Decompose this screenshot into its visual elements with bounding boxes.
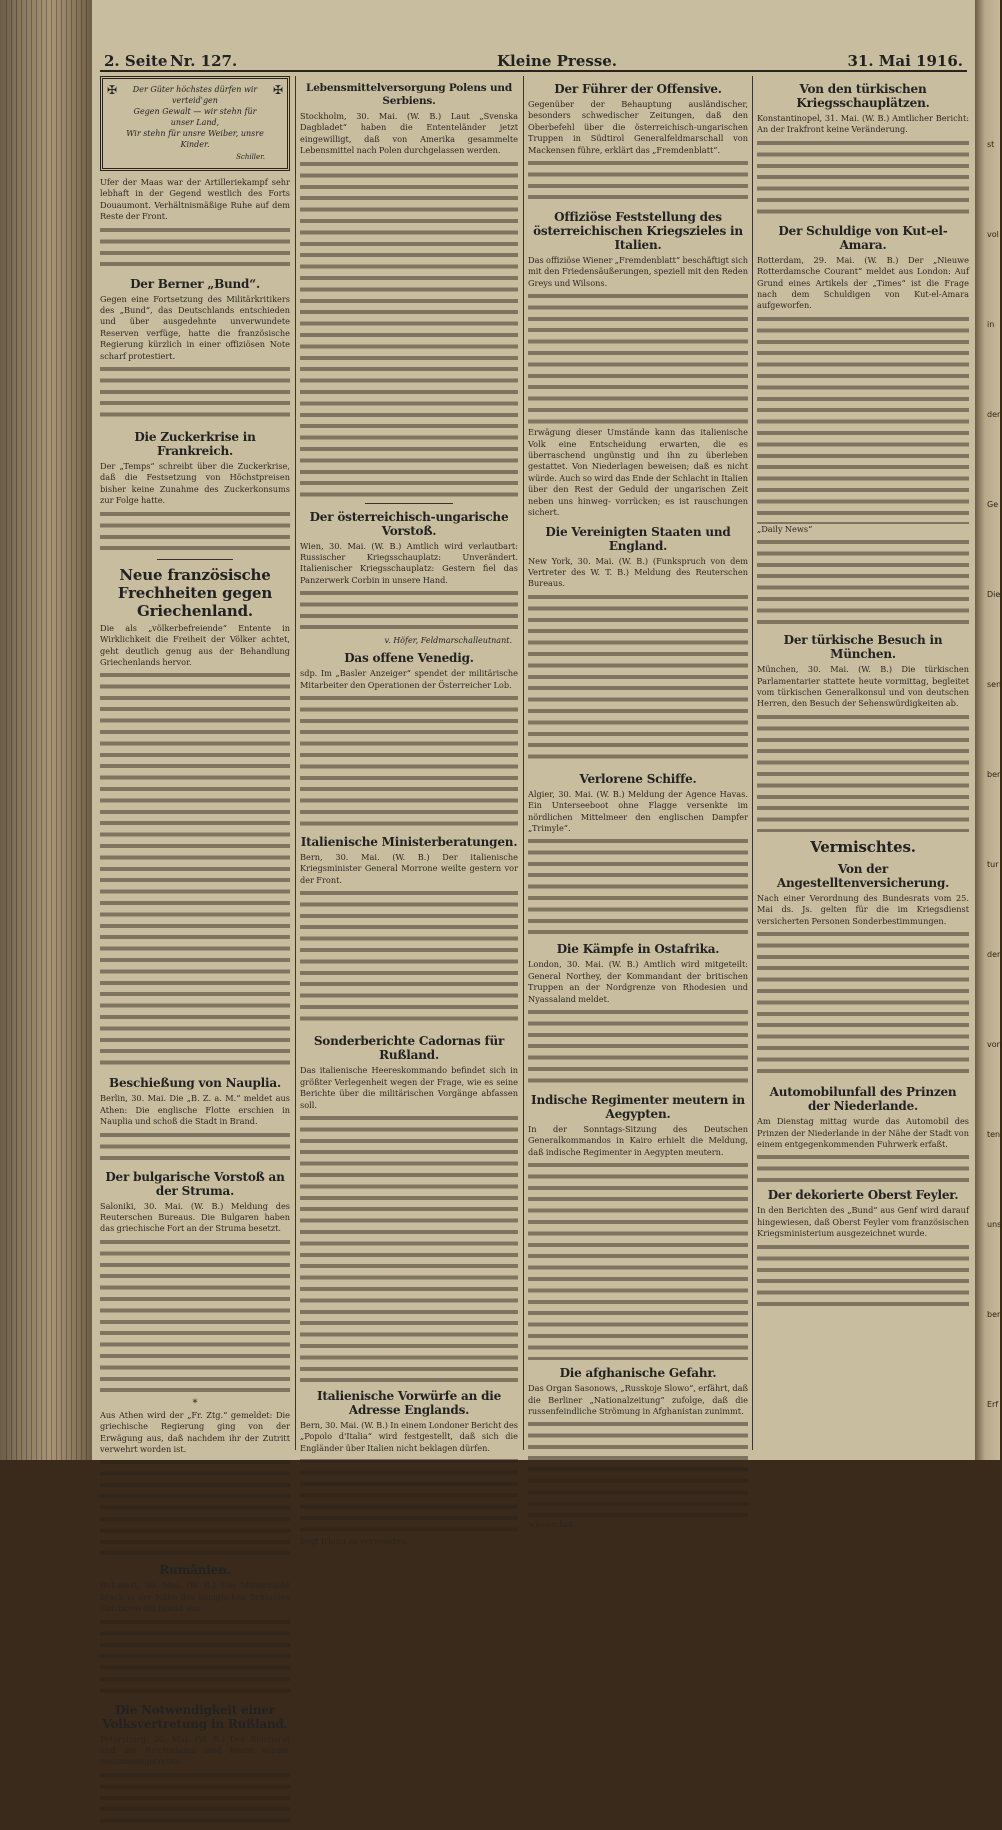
adjacent-page-edge [975, 0, 1000, 1460]
page-fragment: uns [987, 1220, 1002, 1229]
column-3 [528, 76, 748, 1530]
article-text: In den Berichten des „Bund“ aus Genf wird darauf hingewiesen, daß Oberst Feyler vom französischen Kriegsministerium ausgezeichnet wurde. [757, 1205, 969, 1239]
article-signature: v. Höfer, Feldmarschalleutnant. [384, 636, 512, 646]
text-block [757, 138, 969, 218]
column-rule [295, 76, 296, 1450]
page-fragment: Erf [987, 1400, 999, 1409]
section-divider [365, 503, 452, 504]
page-header [100, 50, 967, 72]
page-fragment: der [987, 410, 1001, 419]
article-text: Konstantinopel, 31. Mai. (W. B.) Amtlicher Bericht: An der Irakfront keine Veränderung. [757, 113, 969, 135]
text-block [300, 588, 518, 634]
article-text: Saloniki, 30. Mai. (W. B.) Meldung des Reuterschen Bureaus. Die Bulgaren haben das griechische Fort an der Struma besetzt. [100, 1200, 290, 1234]
article-text: London, 30. Mai. (W. B.) Amtlich wird mitgeteilt: General Northey, der Kommandant der britischen Truppen an der Nordgrenze von Rhodesien und Nyassaland meldet. [528, 959, 748, 1004]
text-block [528, 1007, 748, 1087]
article-text: Gegenüber der Behauptung ausländischer, besonders schwedischer Zeitungen, daß den Oberbefehl über die österreichisch-ungarischen Truppen in Südtirol Generalfeldmarschall von Mackensen führe, erklärt das „Fremdenblatt“. [528, 99, 748, 155]
headline: Lebensmittelversorgung Polens und Serbiens. [306, 82, 512, 107]
text-block [528, 158, 748, 204]
headline: Der österreichisch-ungarische Vorstoß. [309, 509, 509, 538]
article-text: Der „Temps“ schreibt über die Zuckerkrise, daß die Festsetzung von Höchstpreisen bisher keine Zunahme des Zuckerkonsums zur Folge hatte. [100, 461, 290, 506]
schiller-quote-box [100, 76, 290, 171]
text-block [528, 1419, 748, 1519]
article-text: Bukarest, 30. Mai. (W. B.) Um Mitternacht brach in der Nähe des königlichen Schlosses Cotroceni ein Brand aus. [100, 1580, 290, 1614]
headline: Die Kämpfe in Ostafrika. [556, 942, 720, 957]
headline: Der türkische Besuch in München. [783, 633, 943, 662]
article-text: wiesen hat. [528, 1519, 576, 1530]
article-text: Algier, 30. Mai. (W. B.) Meldung der Agence Havas. Ein Unterseeboot ohne Flagge versenkte im nördlichen Mittelmeer den englischen Dampfer „Trimyle“. [528, 788, 748, 833]
headline: Der dekorierte Oberst Feyler. [767, 1188, 959, 1203]
page-fragment: ber [987, 770, 1001, 779]
headline: Offiziöse Feststellung des österreichischen Kriegszieles in Italien. [533, 210, 743, 253]
article-text: Bern, 30. Mai. (W. B.) Der italienische Kriegsminister General Morrone weilte gestern vor der Front. [300, 852, 518, 885]
text-block [100, 225, 290, 271]
article-text: Das offiziöse Wiener „Fremdenblatt“ beschäftigt sich mit den Friedensäußerungen, speziell mit den Reden Greys und Wilsons. [528, 255, 748, 288]
text-block [528, 291, 748, 427]
article-text: In der Sonntags-Sitzung des Deutschen Generalkommandos in Kairo erhielt die Meldung, daß indische Regimenter in Aegypten meutern. [528, 1123, 748, 1157]
page-fragment: ber [987, 1310, 1001, 1319]
page-fragment: sen [987, 680, 1002, 689]
article-text: Berlin, 30. Mai. Die „B. Z. a. M.“ meldet aus Athen: Die englische Flotte erschien in Nauplia und schoß die Stadt in Brand. [100, 1093, 290, 1127]
headline: Die Notwendigkeit einer Volksvertretung in Rußland. [102, 1702, 288, 1731]
text-block [100, 1130, 290, 1164]
text-block [300, 693, 518, 829]
page-fragment: der [987, 950, 1001, 959]
page-fragment: vol [987, 230, 999, 239]
headline: Italienische Ministerberatungen. [300, 835, 518, 850]
article-text: Petersburg, 30. Mai. (W. B.) Der Reichsrat und die Reichsduma sind heute wieder zusammengetreten. [100, 1733, 290, 1767]
text-block [100, 670, 290, 1070]
text-block [100, 364, 290, 424]
article-text: Ufer der Maas war der Artilleriekampf sehr lebhaft in der Gegend westlich des Forts Douaumont. Verhältnismäßige Ruhe auf dem Reste der Front. [100, 177, 290, 222]
masthead-title: Kleine Presse. [497, 52, 618, 70]
ornament-icon: ✠ [272, 83, 283, 97]
text-block [300, 888, 518, 1028]
column-rule [752, 76, 753, 1450]
article-text: Bern, 30. Mai. (W. B.) In einem Londoner Bericht des „Popolo d'Italia“ wird festgestellt, daß sich die Engländer über Italien nicht beklagen dürfen. [300, 1419, 519, 1453]
issue-number: Nr. 127. [170, 52, 238, 70]
headline: Der Schuldige von Kut-el-Amara. [778, 223, 948, 252]
text-block [100, 1457, 290, 1557]
column-4 [757, 76, 969, 1456]
article-text: New York, 30. Mai. (W. B.) (Funkspruch von dem Vertreter des W. T. B.) Meldung des Reuterschen Bureaus. [528, 555, 748, 589]
article-text: liegt Irland zu verwenden. [300, 1536, 409, 1547]
headline: Die afghanische Gefahr. [559, 1366, 717, 1381]
quote-line: Der Güter höchstes dürfen wir verteid'gen [132, 85, 258, 105]
text-block [100, 509, 290, 555]
page-fragment: von [987, 1040, 1002, 1049]
page-fragment: st [987, 140, 995, 149]
headline: Rumänien. [159, 1563, 231, 1578]
asterisk-divider: * [192, 1397, 198, 1409]
page-number-label: 2. Seite [104, 52, 168, 70]
headline: Das offene Venedig. [344, 651, 474, 666]
headline: Verlorene Schiffe. [579, 771, 697, 786]
article-text: Gegen eine Fortsetzung des Militärkritikers des „Bund“, das Deutschlands entschieden und über ausgedehnte unverwundete Reserven verfüge, hatte die französische Regierung kürzlich in einer offiziösen Note scharf protestiert. [100, 293, 290, 361]
article-text: Aus Athen wird der „Fr. Ztg.“ gemeldet: Die griechische Regierung ging von der Erwägung aus, daß nachdem ihr der Zutritt verwehrt worden ist. [100, 1409, 290, 1454]
quote-attribution: Schiller. [236, 153, 265, 161]
article-text: „Daily News“ [757, 523, 813, 534]
issue-date: 31. Mai 1916. [847, 52, 963, 70]
column-1 [100, 76, 290, 1767]
article-text: Die als „völkerbefreiende“ Entente in Wirklichkeit die Freiheit der Völker achtet, geht deutlich genug aus der Behandlung Griechenlands hervor. [100, 622, 290, 667]
text-block [528, 1160, 748, 1360]
page-fragment: ten [987, 1130, 1001, 1139]
article-text: Rotterdam, 29. Mai. (W. B.) Der „Nieuwe Rotterdamsche Courant“ meldet aus London: Auf Grund eines Artikels der „Times“ ist die Frage nach dem Schuldigen von Kut-el-Amara aufgeworfen. [757, 254, 969, 311]
newspaper-page [92, 0, 975, 1767]
headline: Der Berner „Bund“. [130, 276, 260, 291]
headline: Von der Angestelltenversicherung. [776, 861, 950, 890]
text-block [300, 159, 518, 499]
text-block [300, 1113, 518, 1383]
headline: Von den türkischen Kriegsschauplätzen. [796, 82, 930, 110]
page-fragment: Ge [987, 500, 999, 509]
ornament-icon: ✠ [107, 83, 118, 97]
article-text: Am Dienstag mittag wurde das Automobil des Prinzen der Niederlande in der Nähe der Stadt von einem entgegenkommenden Fuhrwerk erfaßt. [757, 1116, 969, 1149]
text-block [757, 929, 969, 1079]
text-block [528, 592, 748, 766]
page-fragment: tur [987, 860, 999, 869]
text-block [100, 1770, 290, 1830]
headline: Beschießung von Nauplia. [109, 1076, 281, 1091]
text-block [757, 314, 969, 524]
quote-line: Gegen Gewalt — wir stehn für unser Land, [133, 107, 257, 127]
text-block [757, 1152, 969, 1182]
article-text: Das Organ Sasonows, „Russkoje Slowo“, erfährt, daß die Berliner „Nationalzeitung“ zufolge, daß die russenfeindliche Strömung in Afghanistan zunimmt. [528, 1383, 748, 1416]
headline: Die Zuckerkrise in Frankreich. [134, 430, 256, 459]
page-fragment: in [987, 320, 995, 329]
article-text: Stockholm, 30. Mai. (W. B.) Laut „Svenska Dagbladet“ haben die Ententeländer jetzt eingewilligt, daß von Amerika gesammelte Lebensmittel nach Polen durchgelassen werden. [300, 111, 518, 156]
article-text: Wien, 30. Mai. (W. B.) Amtlich wird verlautbart: Russischer Kriegsschauplatz: Unverändert. Italienischer Kriegsschauplatz: Gestern fiel das Panzerwerk Corbin in unsere Hand. [300, 540, 518, 585]
text-block [757, 537, 969, 627]
headline: Automobilunfall des Prinzen der Niederlande. [769, 1085, 957, 1114]
headline: Die Vereinigten Staaten und England. [545, 524, 731, 553]
section-heading: Vermischtes. [810, 837, 916, 856]
text-block [300, 1456, 518, 1536]
headline: Der bulgarische Vorstoß an der Struma. [105, 1169, 285, 1198]
page-fragment: Die [987, 590, 1001, 599]
article-text: München, 30. Mai. (W. B.) Die türkischen Parlamentarier stattete heute vormittag, begleitet vom türkischen Generalkonsul und von deutschen Herren, den Besuch der Sehenswürdigkeiten ab. [757, 664, 969, 709]
text-block [757, 712, 969, 832]
article-text: Erwägung dieser Umstände kann das italienische Volk eine Entscheidung erwarten, die es überraschend ungünstig und ihn zu überleben gestattet. Von Niederlagen beweisen; daß es nicht würde. Auch so wird das Ende der Schlacht in Italien über den Rest der Geduld der ungarischen Zeit neben uns hinweg- vorrücken; es ist rauschungen sichert. [528, 427, 748, 518]
headline: Italienische Vorwürfe an die Adresse Englands. [316, 1388, 502, 1417]
article-text: sdp. Im „Basler Anzeiger“ spendet der militärische Mitarbeiter den Operationen der Österreicher Lob. [300, 668, 518, 690]
article-text: Das italienische Heereskommando befindet sich in größter Verlegenheit wegen der Frage, wie es seine Berichte über die militärischen Vorgänge abfassen soll. [300, 1065, 518, 1110]
text-block [100, 1617, 290, 1697]
text-block [757, 1242, 969, 1312]
column-rule [523, 76, 524, 1450]
text-block [100, 1237, 290, 1397]
headline: Neue französische Frechheiten gegen Griechenland. [117, 565, 273, 620]
text-block [528, 836, 748, 936]
book-binding-edge [0, 0, 92, 1460]
column-2 [300, 76, 519, 1547]
headline: Der Führer der Offensive. [554, 82, 722, 96]
section-divider [157, 559, 233, 560]
headline: Sonderberichte Cadornas für Rußland. [313, 1034, 505, 1063]
headline: Indische Regimenter meutern in Aegypten. [531, 1092, 745, 1121]
quote-line: Wir stehn für unsre Weiber, unsre Kinder. [126, 129, 264, 149]
article-text: Nach einer Verordnung des Bundesrats vom 25. Mai ds. Js. gelten für die im Kriegsdienst versicherten Personen Sonderbestimmungen. [757, 892, 969, 926]
